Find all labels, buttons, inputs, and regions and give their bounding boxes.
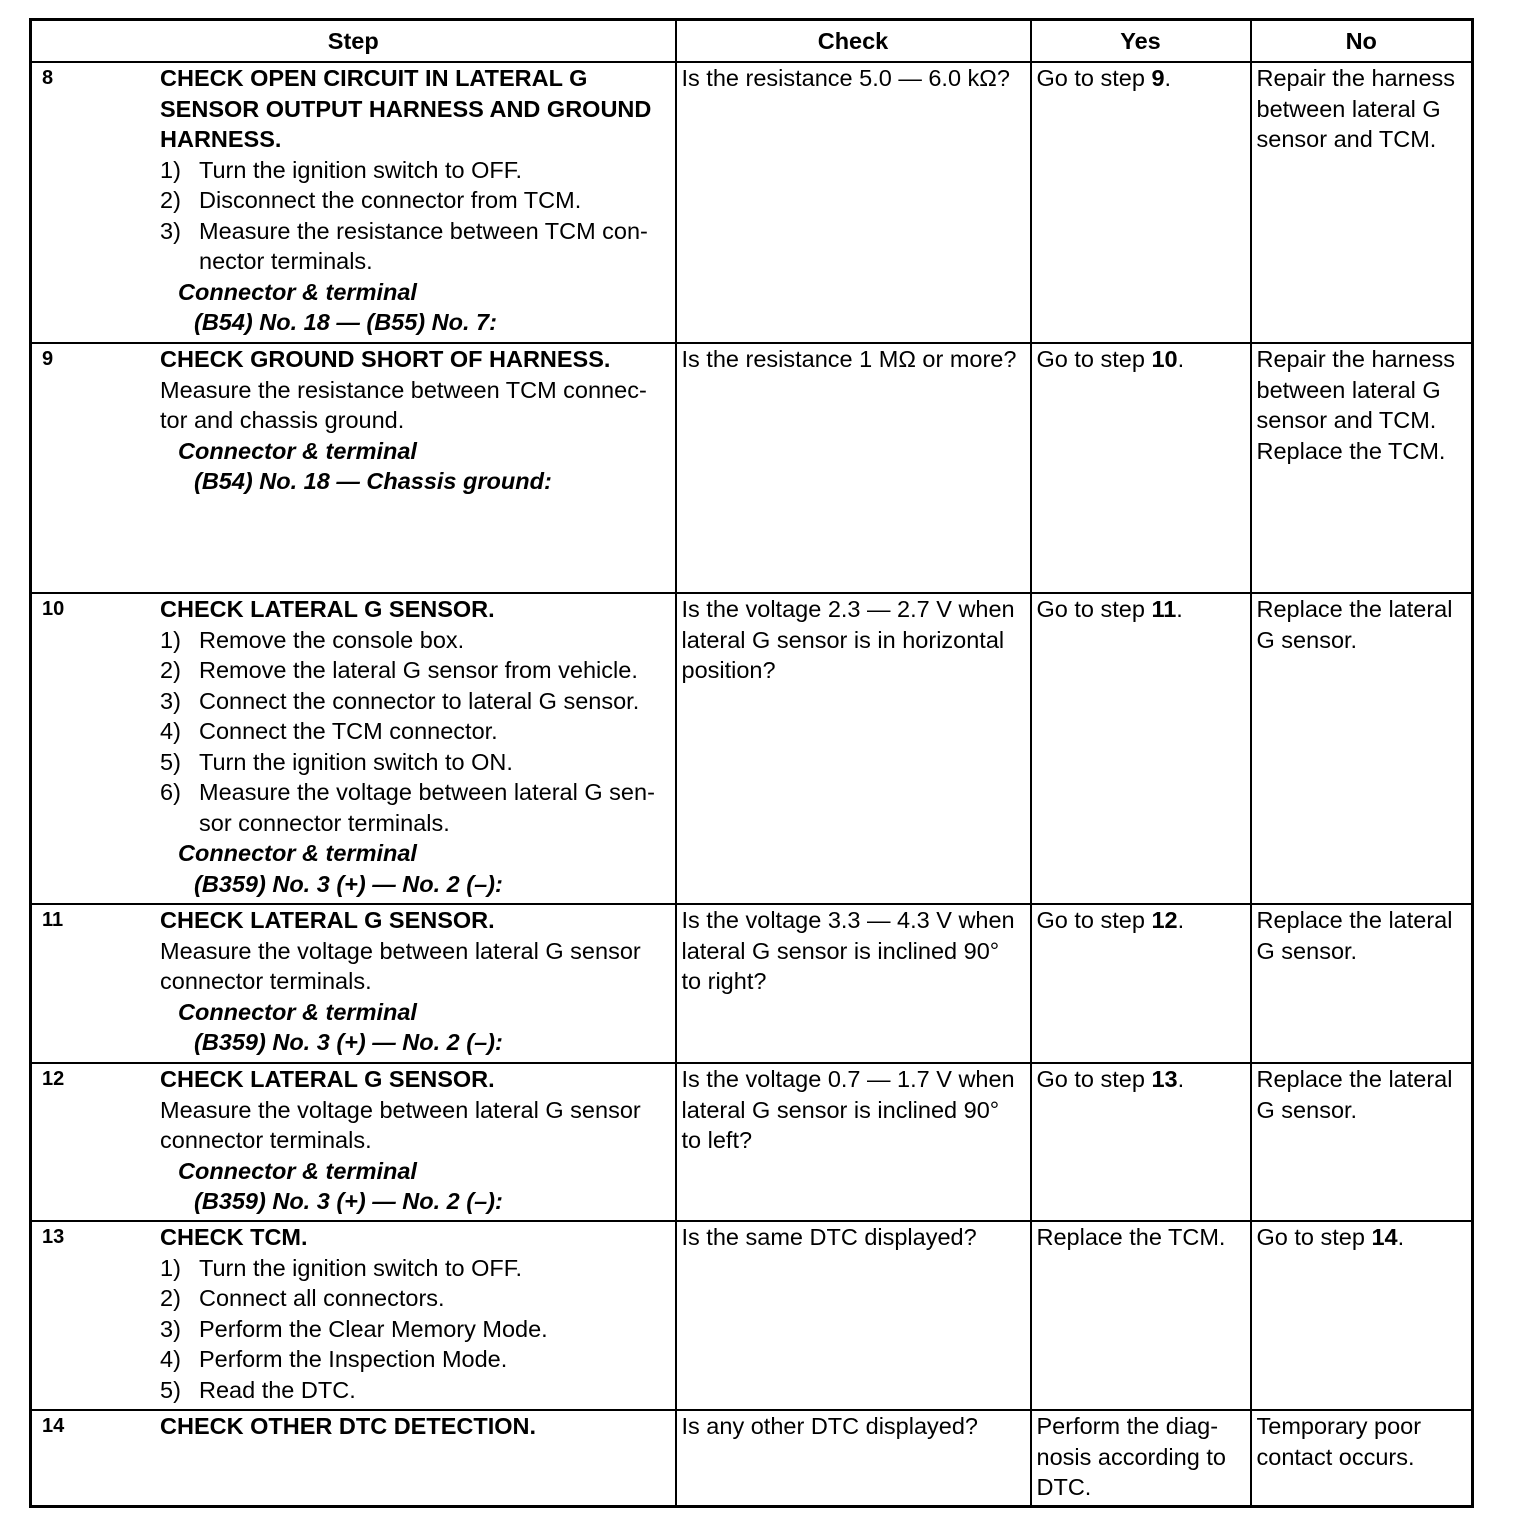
step-number: 13 [42, 1226, 65, 1248]
step-cell [31, 62, 676, 343]
substep [160, 747, 666, 778]
substep-number: 1) [160, 1254, 181, 1281]
check-cell: Is the same DTC displayed? [676, 1221, 1031, 1410]
no-text: Go to step [1256, 1224, 1372, 1250]
step-title: CHECK LATERAL G SENSOR. [160, 596, 495, 622]
yes-suffix: . [1177, 907, 1185, 933]
check-cell: Is the voltage 2.3 — 2.7 V when lateral G sensor is in horizontal position? [676, 593, 1031, 904]
yes-cell [1031, 1063, 1251, 1221]
step-cell [31, 593, 676, 904]
no-cell: Temporary poor contact occurs. [1251, 1410, 1473, 1506]
step-title: CHECK TCM. [160, 1224, 308, 1250]
table-row-step-10 [31, 593, 1473, 904]
check-cell: Is the voltage 0.7 — 1.7 V when lateral G sensor is inclined 90° to left? [676, 1063, 1031, 1221]
table-row-step-14 [31, 1410, 1473, 1506]
step-number: 14 [42, 1415, 65, 1437]
table-row-step-11 [31, 904, 1473, 1063]
substep-text: Measure the voltage between lateral G sen-sor connector terminals. [199, 779, 655, 836]
diagnostic-table [29, 18, 1474, 1508]
connector-label: Connector & terminal [178, 278, 417, 305]
connector-value: (B359) No. 3 (+) — No. 2 (–): [194, 1029, 503, 1055]
connector-value: (B54) No. 18 — Chassis ground: [194, 468, 552, 494]
step-cell [31, 1221, 676, 1410]
no-cell [1251, 1221, 1473, 1410]
step-cell [31, 1063, 676, 1221]
yes-cell [1031, 62, 1251, 343]
substep-number: 5) [160, 748, 181, 775]
substep-number: 4) [160, 1346, 181, 1372]
yes-text: Go to step [1036, 65, 1152, 91]
substep [160, 777, 666, 838]
yes-step-link: 9 [1151, 65, 1165, 91]
substep [160, 1283, 666, 1314]
step-title: CHECK LATERAL G SENSOR. [160, 907, 495, 933]
substep-text: Connect the connector to lateral G sensor. [199, 687, 640, 714]
substep-text: Turn the ignition switch to OFF. [199, 1254, 523, 1281]
step-cell [31, 343, 676, 593]
no-cell: Replace the lateral G sensor. [1251, 1063, 1473, 1221]
step-number: 8 [42, 67, 54, 89]
substep-text: Measure the resistance between TCM con-nector terminals. [199, 217, 648, 274]
yes-step-link: 11 [1151, 596, 1177, 622]
substep [160, 655, 666, 686]
substep [160, 1253, 666, 1284]
table-row-step-13 [31, 1221, 1473, 1410]
step-title: CHECK OTHER DTC DETECTION. [160, 1413, 536, 1439]
yes-step-link: 10 [1151, 346, 1178, 372]
connector-value: (B359) No. 3 (+) — No. 2 (–): [194, 870, 503, 897]
step-description: Measure the voltage between lateral G sensor connector terminals. [160, 1096, 641, 1153]
substep [160, 1314, 666, 1345]
no-cell: Replace the lateral G sensor. [1251, 593, 1473, 904]
step-body [160, 1411, 670, 1442]
yes-suffix: . [1177, 346, 1185, 372]
connector-label: Connector & terminal [178, 1157, 417, 1184]
substep-text: Turn the ignition switch to OFF. [199, 156, 523, 183]
yes-text: Go to step [1036, 1066, 1152, 1092]
substep [160, 716, 666, 747]
header-row [31, 20, 1473, 63]
substep-text: Remove the lateral G sensor from vehicle. [199, 657, 638, 683]
substep-text: Connect all connectors. [199, 1285, 445, 1311]
yes-cell [1031, 904, 1251, 1063]
no-step-link: 14 [1371, 1224, 1398, 1250]
substep-number: 6) [160, 779, 181, 805]
step-body [160, 344, 670, 497]
table-row-step-8 [31, 62, 1473, 343]
substep [160, 216, 666, 277]
substep-number: 2) [160, 657, 181, 683]
step-body [160, 594, 670, 899]
substep-number: 1) [160, 156, 181, 183]
yes-step-link: 12 [1151, 907, 1178, 933]
step-body [160, 1064, 670, 1217]
yes-cell [1031, 593, 1251, 904]
step-title: CHECK LATERAL G SENSOR. [160, 1066, 495, 1092]
substep-text: Remove the console box. [199, 626, 465, 653]
substep-text: Turn the ignition switch to ON. [199, 748, 513, 775]
header-step: Step [31, 20, 676, 63]
step-number: 10 [42, 598, 65, 620]
substep-number: 2) [160, 1285, 181, 1311]
step-number: 11 [42, 909, 64, 931]
table-row-step-12 [31, 1063, 1473, 1221]
connector-value: (B54) No. 18 — (B55) No. 7: [194, 309, 497, 335]
header-no: No [1251, 20, 1473, 63]
no-cell: Repair the harness between lateral G sensor and TCM. [1251, 62, 1473, 343]
yes-cell [1031, 343, 1251, 593]
substep-number: 4) [160, 718, 181, 744]
yes-text: Go to step [1036, 346, 1152, 372]
substep-text: Perform the Inspection Mode. [199, 1346, 508, 1372]
step-description: Measure the resistance between TCM connec-tor and chassis ground. [160, 376, 647, 433]
substep-number: 3) [160, 1315, 181, 1342]
substep-text: Perform the Clear Memory Mode. [199, 1315, 548, 1342]
substep [160, 1375, 666, 1406]
step-number: 12 [42, 1068, 65, 1090]
header-check: Check [676, 20, 1031, 63]
substep [160, 1344, 666, 1375]
step-cell [31, 904, 676, 1063]
yes-cell: Replace the TCM. [1031, 1221, 1251, 1410]
step-title: CHECK OPEN CIRCUIT IN LATERAL G SENSOR OUTPUT HARNESS AND GROUND HARNESS. [160, 65, 652, 152]
no-cell: Repair the harness between lateral G sensor and TCM. Replace the TCM. [1251, 343, 1473, 593]
connector-label: Connector & terminal [178, 437, 417, 464]
substep [160, 686, 666, 717]
no-cell: Replace the lateral G sensor. [1251, 904, 1473, 1063]
substep-text: Connect the TCM connector. [199, 718, 498, 744]
step-title: CHECK GROUND SHORT OF HARNESS. [160, 346, 611, 372]
step-number: 9 [42, 348, 54, 370]
substep [160, 625, 666, 656]
connector-label: Connector & terminal [178, 840, 417, 866]
substep-text: Read the DTC. [199, 1376, 356, 1403]
header-yes: Yes [1031, 20, 1251, 63]
yes-suffix: . [1176, 596, 1183, 622]
check-cell: Is the resistance 1 MΩ or more? [676, 343, 1031, 593]
check-cell: Is any other DTC displayed? [676, 1410, 1031, 1506]
step-body [160, 905, 670, 1058]
yes-cell: Perform the diag-nosis according to DTC. [1031, 1410, 1251, 1506]
substep-number: 3) [160, 687, 181, 714]
substep [160, 155, 666, 186]
substep-text: Disconnect the connector from TCM. [199, 187, 582, 213]
step-cell [31, 1410, 676, 1506]
no-suffix: . [1397, 1224, 1405, 1250]
yes-text: Go to step [1036, 596, 1152, 622]
check-cell: Is the voltage 3.3 — 4.3 V when lateral G sensor is inclined 90° to right? [676, 904, 1031, 1063]
step-body [160, 1222, 670, 1405]
yes-suffix: . [1164, 65, 1172, 91]
step-body [160, 63, 670, 338]
table-row-step-9 [31, 343, 1473, 593]
substep-number: 5) [160, 1376, 181, 1403]
step-description: Measure the voltage between lateral G sensor connector terminals. [160, 937, 641, 994]
connector-label: Connector & terminal [178, 998, 417, 1025]
substep-number: 3) [160, 217, 181, 244]
check-cell: Is the resistance 5.0 — 6.0 kΩ? [676, 62, 1031, 343]
substep-number: 2) [160, 187, 181, 213]
substep-number: 1) [160, 626, 181, 653]
yes-text: Go to step [1036, 907, 1152, 933]
substep [160, 185, 666, 216]
yes-step-link: 13 [1151, 1066, 1178, 1092]
yes-suffix: . [1177, 1066, 1185, 1092]
connector-value: (B359) No. 3 (+) — No. 2 (–): [194, 1188, 503, 1214]
